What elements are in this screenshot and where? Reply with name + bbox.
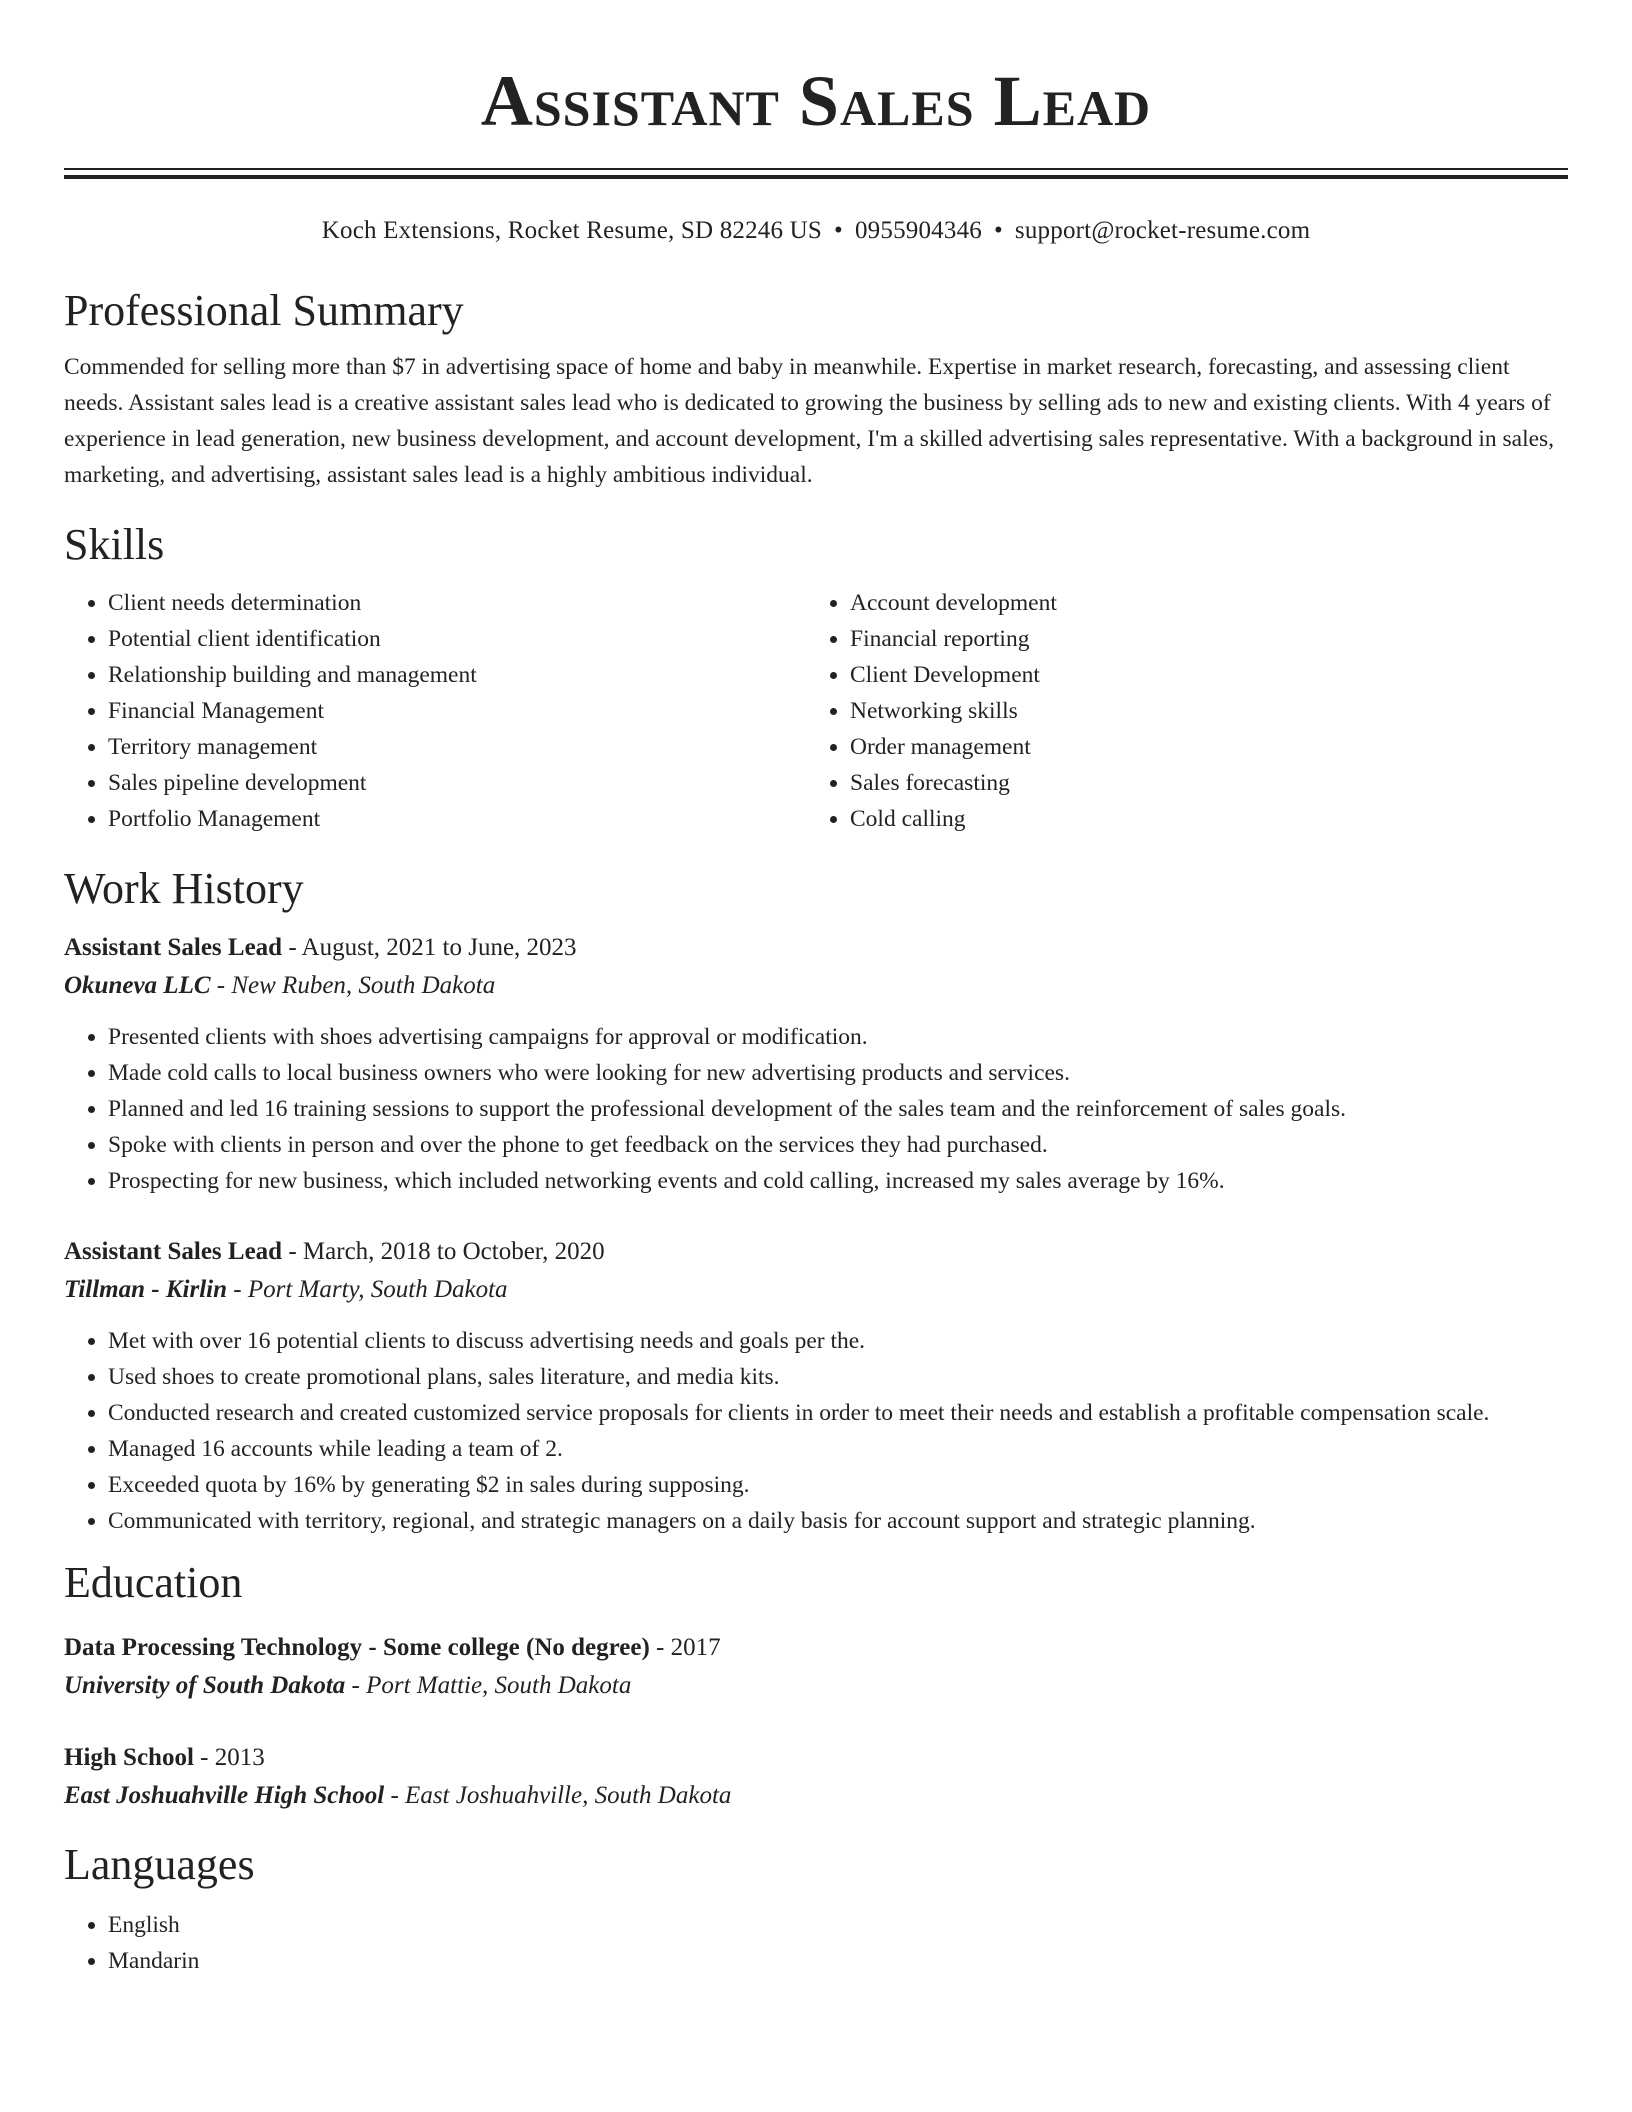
languages-list	[64, 1907, 1568, 1979]
summary-text: Commended for selling more than $7 in advertising space of home and baby in meanwhile. Expertise in market research, forecasting, and assessing client needs. Assistant sales lead is a creative assistant sales lead who is dedicated to growing the business by selling ads to new and existing clients. With 4 years of experience in lead generation, new business development, and account development, I'm a skilled advertising sales representative. With a background in sales, marketing, and advertising, assistant sales lead is a highly ambitious individual.	[64, 354, 1555, 488]
contact-separator: •	[834, 217, 843, 244]
contact-phone: 0955904346	[854, 217, 982, 244]
education-degree-line	[64, 1739, 1568, 1777]
skill-item: • Sales forecasting	[850, 765, 1548, 801]
education-degree-line	[64, 1629, 1568, 1667]
job-bullet: • Prospecting for new business, which included networking events and cold calling, increased my sales average by 16%.	[108, 1163, 1568, 1199]
skill-item: • Financial Management	[108, 693, 806, 729]
job-location: - New Ruben, South Dakota	[210, 972, 496, 999]
education-school: University of South Dakota	[64, 1672, 346, 1699]
education-location: - East Joshuahville, South Dakota	[384, 1782, 732, 1809]
job-title: Assistant Sales Lead	[64, 934, 283, 961]
language-item: • Mandarin	[108, 1943, 1568, 1979]
job-bullet: • Conducted research and created customized service proposals for clients in order to meet their needs and establish a profitable compensation scale.	[108, 1395, 1568, 1431]
skill-item: • Potential client identification	[108, 621, 806, 657]
education-location: - Port Mattie, South Dakota	[345, 1672, 632, 1699]
skill-item: • Client Development	[850, 657, 1548, 693]
skill-item: • Account development	[850, 585, 1548, 621]
job-bullet: • Met with over 16 potential clients to discuss advertising needs and goals per the.	[108, 1323, 1568, 1359]
skill-item: • Order management	[850, 729, 1548, 765]
contact-separator: •	[993, 217, 1003, 244]
education-school-line	[64, 1777, 1568, 1815]
job-bullet: • Made cold calls to local business owners who were looking for new advertising products and services.	[108, 1055, 1568, 1091]
skill-item: • Portfolio Management	[108, 801, 806, 837]
job-title-line	[64, 929, 1568, 967]
job-dates: - August, 2021 to June, 2023	[282, 934, 577, 961]
job-bullet: • Spoke with clients in person and over the phone to get feedback on the services they had purchased.	[108, 1127, 1568, 1163]
skill-item: • Sales pipeline development	[108, 765, 806, 801]
resume-title: Assistant Sales Lead	[480, 61, 1152, 141]
contact-line	[64, 215, 1568, 247]
education-school: East Joshuahville High School	[64, 1782, 385, 1809]
education-school-line	[64, 1667, 1568, 1705]
education-year: - 2017	[649, 1634, 721, 1661]
education-degree: Data Processing Technology - Some college (No degree)	[64, 1634, 650, 1661]
section-heading-work-history: Work History	[64, 864, 304, 913]
job-bullet: • Presented clients with shoes advertising campaigns for approval or modification.	[108, 1019, 1568, 1055]
job-company-line	[64, 967, 1568, 1005]
section-heading-languages: Languages	[64, 1840, 255, 1889]
contact-email[interactable]: support@rocket-resume.com	[1014, 217, 1311, 244]
skill-item: • Cold calling	[850, 801, 1548, 837]
job-bullets	[64, 1019, 1568, 1199]
job-location: - Port Marty, South Dakota	[227, 1276, 508, 1303]
skills-column-left	[64, 585, 806, 837]
job-bullet: • Planned and led 16 training sessions to support the professional development of the sales team and the reinforcement of sales goals.	[108, 1091, 1568, 1127]
skills-column-right	[806, 585, 1548, 837]
skill-item: • Client needs determination	[108, 585, 806, 621]
section-heading-education: Education	[64, 1558, 243, 1607]
section-heading-summary: Professional Summary	[64, 286, 464, 335]
job-title-line	[64, 1233, 1568, 1271]
section-heading-skills: Skills	[64, 520, 165, 569]
job-company: Okuneva LLC	[64, 972, 211, 999]
job-bullet: • Communicated with territory, regional, and strategic managers on a daily basis for account support and strategic planning.	[108, 1503, 1568, 1539]
education-degree: High School	[64, 1744, 194, 1771]
job-company-line	[64, 1271, 1568, 1309]
languages-bullets	[64, 1907, 1568, 1979]
job-bullets	[64, 1323, 1568, 1539]
job-entry	[64, 929, 1568, 1199]
education-entry	[64, 1739, 1568, 1815]
job-dates: - March, 2018 to October, 2020	[282, 1238, 605, 1265]
job-bullet: • Exceeded quota by 16% by generating $2 in sales during supposing.	[108, 1467, 1568, 1503]
language-item: • English	[108, 1907, 1568, 1943]
job-company: Tillman - Kirlin	[64, 1276, 228, 1303]
job-entry	[64, 1233, 1568, 1539]
job-bullet: • Used shoes to create promotional plans, sales literature, and media kits.	[108, 1359, 1568, 1395]
job-bullet: • Managed 16 accounts while leading a team of 2.	[108, 1431, 1568, 1467]
education-year: - 2013	[193, 1744, 265, 1771]
education-entry	[64, 1629, 1568, 1705]
job-title: Assistant Sales Lead	[64, 1238, 283, 1265]
skill-item: • Financial reporting	[850, 621, 1548, 657]
skill-item: • Relationship building and management	[108, 657, 806, 693]
skills-list	[64, 585, 1568, 837]
skill-item: • Territory management	[108, 729, 806, 765]
title-double-rule	[64, 168, 1568, 179]
skill-item: • Networking skills	[850, 693, 1548, 729]
contact-address: Koch Extensions, Rocket Resume, SD 82246 US	[321, 217, 823, 244]
